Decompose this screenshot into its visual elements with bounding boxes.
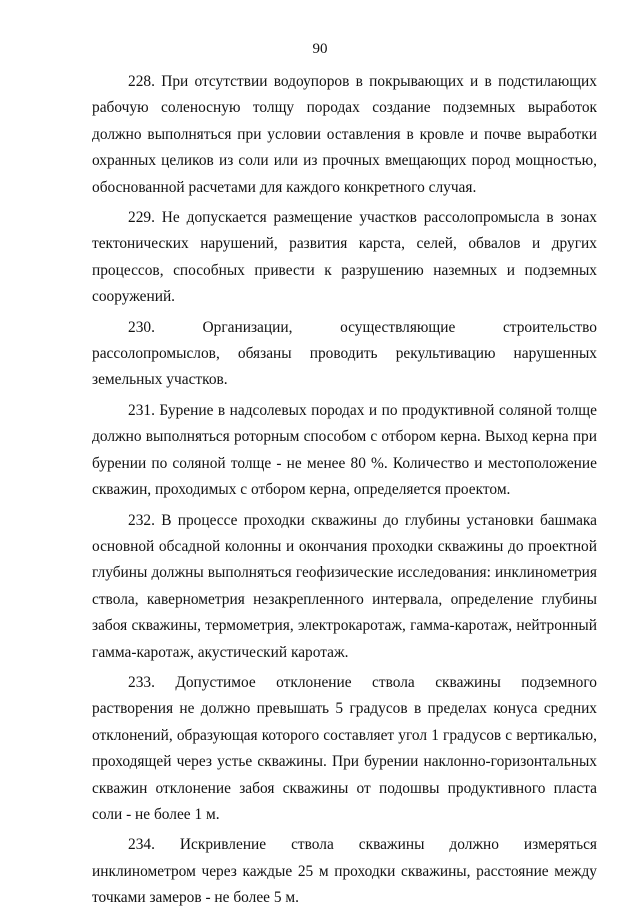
paragraph-228: 228. При отсутствии водоупоров в покрывающих и в подстилающих рабочую соленосную толщу породах создание подземных выработок должно выполняться при условии оставления в кровле и почве выработки охранных целиков из соли или из прочных вмещающих пород мощностью, обоснованной расчетами для каждого конкретного случая.: [92, 73, 597, 196]
paragraph-232: 232. В процессе проходки скважины до глубины установки башмака основной обсадной колонны и окончания проходки скважины до проектной глубины должны выполняться геофизические исследования: инклинометрия ствола, кавернометрия незакрепленного интервала, определение глубины забоя скважины, термометрия, электрокаротаж, гамма-каротаж, нейтронный гамма-каротаж, акустический каротаж.: [92, 511, 597, 661]
paragraph-229: 229. Не допускается размещение участков рассолопромысла в зонах тектонических нарушений, развития карста, селей, обвалов и других процессов, способных привести к разрушению наземных и подземных сооружений.: [92, 209, 597, 306]
document-body: [92, 69, 597, 916]
paragraph-231: 231. Бурение в надсолевых породах и по продуктивной соляной толще должно выполняться роторным способом с отбором керна. Выход керна при бурении по соляной толще - не менее 80 %. Количество и местоположение скважин, проходимых с отбором керна, определяется проектом.: [92, 401, 597, 499]
page-number: 90: [312, 41, 328, 57]
paragraph-234: 234. Искривление ствола скважины должно измеряться инклинометром через каждые 25 м проходки скважины, расстояние между точками замеров - не более 5 м.: [92, 836, 597, 907]
paragraph-230: 230. Организации, осуществляющие строительство рассолопромыслов, обязаны проводить рекультивацию нарушенных земельных участков.: [92, 318, 597, 389]
paragraph-233: 233. Допустимое отклонение ствола скважины подземного растворения не должно превышать 5 градусов в пределах конуса средних отклонений, образующая которого составляет угол 1 градусов с вертикалью, проходящей через устье скважины. При бурении наклонно-горизонтальных скважин отклонение забоя скважины от подошвы продуктивного пласта соли - не более 1 м.: [92, 673, 597, 823]
